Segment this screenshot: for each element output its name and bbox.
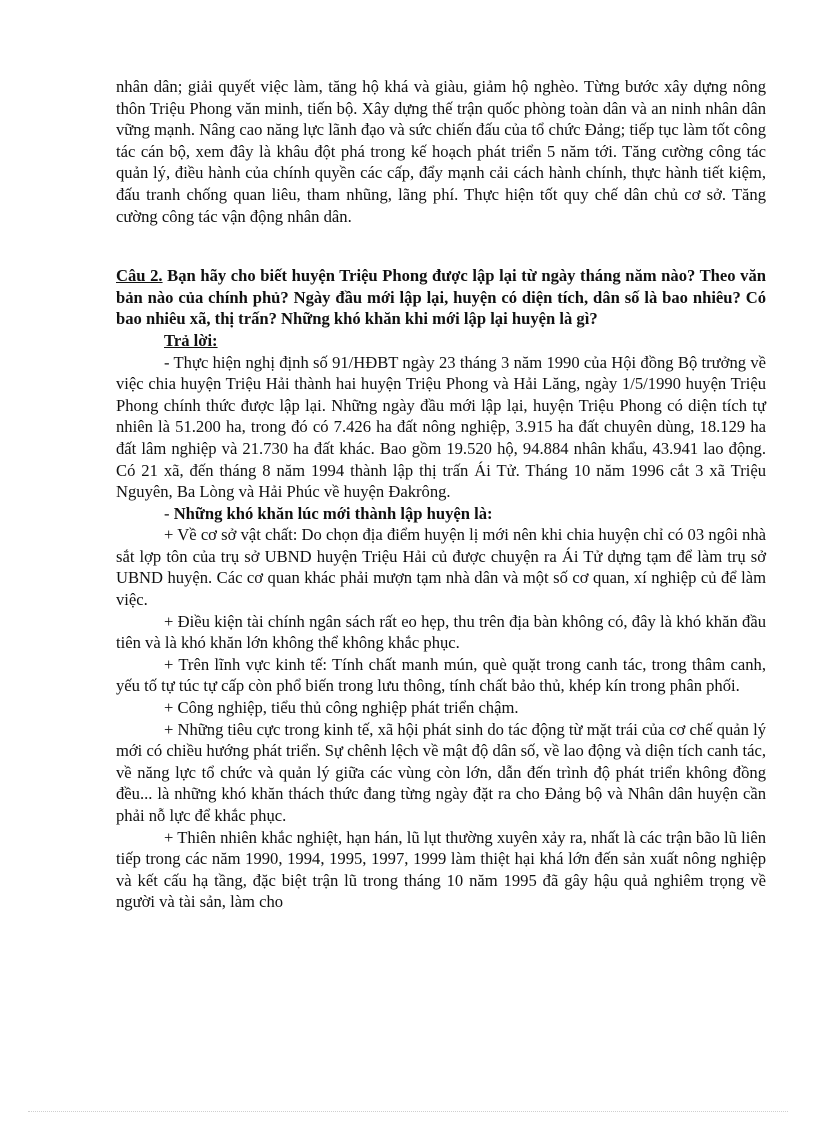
question-heading [116, 265, 766, 330]
difficulties-dash: - [164, 503, 174, 523]
page-bottom-divider [28, 1111, 788, 1112]
difficulty-item: + Trên lĩnh vực kinh tế: Tính chất manh mún, què quặt trong canh tác, trong thâm canh, yếu tố tự túc tự cấp còn phổ biến trong lưu thông, tính chất bảo thủ, khép kín trong phân phối. [116, 654, 766, 696]
difficulties-heading: Những khó khăn lúc mới thành lập huyện là: [173, 503, 493, 523]
difficulty-item: + Công nghiệp, tiểu thủ công nghiệp phát triển chậm. [164, 698, 519, 718]
document-page [116, 76, 766, 913]
answer-label: Trả lời: [164, 330, 218, 350]
section-gap [116, 227, 766, 265]
difficulties-heading-line [116, 503, 766, 525]
difficulty-item: + Những tiêu cực trong kinh tế, xã hội phát sinh do tác động từ mặt trái của cơ chế quản lý mới có chiều hướng phát triển. Sự chênh lệch về mật độ dân số, về lao động và diện tích canh tác, về năng lực tổ chức và quản lý giữa các vùng còn lớn, dẫn đến trình độ phát triển không đồng đều... là những khó khăn thách thức đang từng ngày đặt ra cho Đảng bộ và Nhân dân huyện cần phải nỗ lực để khắc phục. [116, 719, 766, 825]
difficulty-item: + Điều kiện tài chính ngân sách rất eo hẹp, thu trên địa bàn không có, đây là khó khăn đầu tiên và là khó khăn lớn không thể không khắc phục. [116, 611, 766, 653]
difficulty-item: + Về cơ sở vật chất: Do chọn địa điểm huyện lị mới nên khi chia huyện chỉ có 03 ngôi nhà sắt lợp tôn của trụ sở UBND huyện Triệu Hải củ được chuyện ra Ái Tử dựng tạm để làm trụ sở UBND huyện. Các cơ quan khác phải mượn tạm nhà dân và một số cơ quan, xí nghiệp củ để làm việc. [116, 525, 766, 610]
answer-intro-paragraph: - Thực hiện nghị định số 91/HĐBT ngày 23 tháng 3 năm 1990 của Hội đồng Bộ trưởng về việc chia huyện Triệu Hải thành hai huyện Triệu Phong và Hải Lăng, ngày 1/5/1990 huyện Triệu Phong chính thức được lập lại. Những ngày đầu mới lập lại, huyện Triệu Phong có diện tích tự nhiên là 51.200 ha, trong đó có 7.426 ha đất nông nghiệp, 3.915 ha đất chuyên dùng, 18.129 ha đất lâm nghiệp và 21.730 ha đất khác. Bao gồm 19.520 hộ, 94.884 nhân khẩu, 43.941 lao động. Có 21 xã, đến tháng 8 năm 1994 thành lập thị trấn Ái Tử. Tháng 10 năm 1996 cắt 3 xã Triệu Nguyên, Ba Lòng và Hải Phúc về huyện Đakrông. [116, 352, 766, 502]
intro-paragraph: nhân dân; giải quyết việc làm, tăng hộ khá và giàu, giảm hộ nghèo. Từng bước xây dựng nông thôn Triệu Phong văn minh, tiến bộ. Xây dựng thế trận quốc phòng toàn dân và an ninh nhân dân vững mạnh. Nâng cao năng lực lãnh đạo và sức chiến đấu của tổ chức Đảng; tiếp tục làm tốt công tác cán bộ, xem đây là khâu đột phá trong kế hoạch phát triển 5 năm tới. Tăng cường công tác quản lý, điều hành của chính quyền các cấp, đẩy mạnh cải cách hành chính, thực hành tiết kiệm, đấu tranh chống quan liêu, tham nhũng, lãng phí. Thực hiện tốt quy chế dân chủ cơ sở. Tăng cường công tác vận động nhân dân. [116, 77, 766, 226]
question-number: Câu 2. [116, 266, 163, 286]
question-text: Bạn hãy cho biết huyện Triệu Phong được lập lại từ ngày tháng năm nào? Theo văn bản nào của chính phủ? Ngày đầu mới lập lại, huyện có diện tích, dân số là bao nhiêu? Có bao nhiêu xã, thị trấn? Những khó khăn khi mới lập lại huyện là gì? [116, 266, 766, 329]
difficulty-item: + Thiên nhiên khắc nghiệt, hạn hán, lũ lụt thường xuyên xảy ra, nhất là các trận bão lũ liên tiếp trong các năm 1990, 1994, 1995, 1997, 1999 làm thiệt hại khá lớn đến sản xuất nông nghiệp và kết cấu hạ tầng, đặc biệt trận lũ trong tháng 10 năm 1995 đã gây hậu quả nghiêm trọng về người và tài sản, làm cho [116, 827, 766, 912]
